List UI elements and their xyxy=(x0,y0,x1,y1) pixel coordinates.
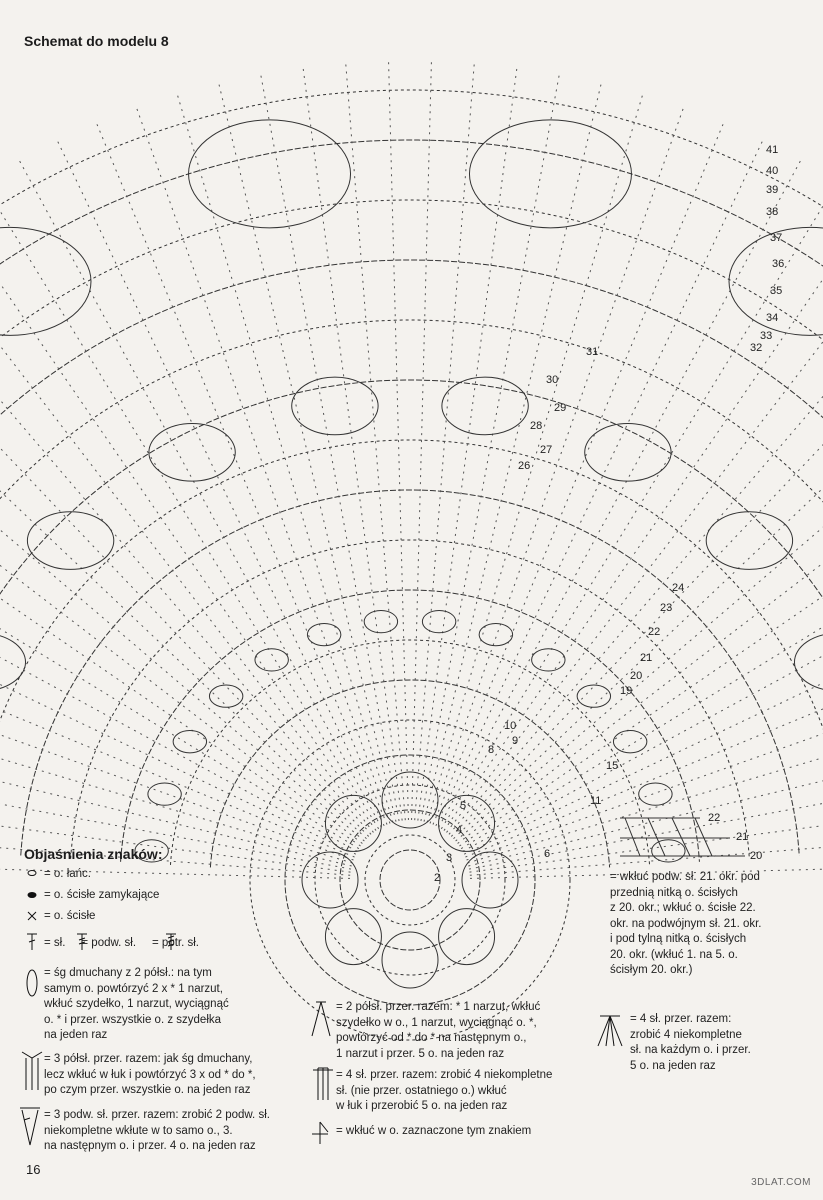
chart-spoke xyxy=(427,94,643,823)
row-number-label: 5 xyxy=(460,800,467,812)
chart-spoke xyxy=(0,181,379,829)
page-title: Schemat do modelu 8 xyxy=(24,33,169,49)
row-number-label: 41 xyxy=(766,144,779,156)
chart-ring xyxy=(210,680,609,867)
row-number-label: 15 xyxy=(606,760,619,772)
chart-petal xyxy=(325,795,381,851)
row-number-label: 8 xyxy=(488,744,495,756)
chart-ring xyxy=(21,490,799,856)
chart-spoke xyxy=(415,63,475,821)
chart-loop xyxy=(173,731,206,753)
chart-spoke xyxy=(0,381,362,844)
inset-row-label: 21 xyxy=(736,831,749,843)
chart-loop xyxy=(794,633,823,691)
chart-spoke xyxy=(0,229,373,832)
chart-loop xyxy=(577,685,610,707)
chart-loop xyxy=(189,120,351,228)
chart-spoke xyxy=(433,122,724,824)
chart-spokes xyxy=(0,60,823,878)
legend-item-chain: = o. łańc. xyxy=(44,868,91,880)
chart-spoke xyxy=(463,489,823,852)
row-number-label: 30 xyxy=(546,374,559,386)
chart-spoke xyxy=(96,122,387,824)
chart-spoke xyxy=(424,83,601,822)
chart-spoke xyxy=(219,83,396,822)
chart-spoke xyxy=(469,731,823,869)
chart-loop xyxy=(292,377,378,435)
row-number-label: 24 xyxy=(672,582,685,594)
legend-item-four-dc-cluster: = 4 sł. przer. razem: zrobić 4 niekompletne sł. na każdym o. i przer. 5 o. na jeden raz xyxy=(630,1013,751,1072)
chart-loop xyxy=(652,840,685,862)
chart-ring xyxy=(250,720,570,1040)
chart-loop xyxy=(0,633,26,691)
chart-spoke xyxy=(444,204,823,830)
chart-spoke xyxy=(136,107,390,823)
chart-loop xyxy=(422,610,455,632)
chart-spoke xyxy=(421,74,559,821)
row-number-label: 6 xyxy=(544,848,551,860)
legend-item-slip-stitch: = o. ścisłe zamykające xyxy=(44,889,160,901)
chart-ring xyxy=(0,90,823,830)
chart-spoke xyxy=(0,689,352,866)
chart-ring xyxy=(170,640,649,865)
chart-spoke xyxy=(469,773,823,872)
legend-item-marked-stitch: = wkłuć w o. zaznaczone tym znakiem xyxy=(336,1125,532,1137)
legend-item-single-crochet: = o. ścisłe xyxy=(44,910,96,922)
chart-spoke xyxy=(461,452,823,849)
chart-ring xyxy=(315,785,505,975)
chart-ring xyxy=(0,380,823,849)
row-number-label: 10 xyxy=(504,720,517,732)
row-number-label: 36 xyxy=(772,258,785,270)
chart-spoke xyxy=(467,606,823,860)
chart-petal xyxy=(382,932,438,988)
chart-loop xyxy=(585,424,671,482)
legend-item-row-detail: = wkłuć podw. sł. 21. okr. pod przednią nitką o. ścisłych z 20. okr.; wkłuć o. ścisłe 22. okr. na podwójnym sł. 21. okr. i pod tylną nitką o. ścisłych 20. okr. (wkłuć 1. na 5. o. ścisłym 20. okr.) xyxy=(610,871,762,976)
chart-loop xyxy=(532,649,565,671)
chart-ring xyxy=(0,440,823,852)
row-number-label: 22 xyxy=(648,626,661,638)
chart-ring xyxy=(380,850,440,910)
chart-loop xyxy=(639,783,672,805)
row-number-label: 32 xyxy=(750,342,763,354)
chart-spoke xyxy=(470,816,823,876)
chart-spoke xyxy=(430,107,684,823)
chart-loop xyxy=(209,685,242,707)
chart-loop xyxy=(0,227,91,335)
chart-spoke xyxy=(418,67,517,820)
chart-spoke xyxy=(0,489,357,852)
row-number-label: 9 xyxy=(512,735,519,747)
row-number-label: 2 xyxy=(434,872,441,884)
chart-loop xyxy=(27,512,113,570)
chart-ring xyxy=(121,590,700,862)
chart-loop xyxy=(706,512,792,570)
chart-spoke xyxy=(468,689,823,866)
row-number-label: 3 xyxy=(446,852,453,864)
row-number-label: 28 xyxy=(530,420,543,432)
legend-item-two-hdc: = 2 półsł. przer. razem: * 1 narzut, wkłuć szydełko w o., 1 narzut, wyciągnąć o. *, powtórzyć od * do * na następnym o., 1 narzut i przer. 5 o. na jeden raz xyxy=(336,1001,541,1060)
row-number-label: 33 xyxy=(760,330,773,342)
chart-spoke xyxy=(441,181,823,829)
chart-spoke xyxy=(449,256,823,834)
row-number-label: 20 xyxy=(630,670,643,682)
row-number-label: 27 xyxy=(540,444,553,456)
row-number-label: 37 xyxy=(770,232,783,244)
legend-item-three-tr: = 3 podw. sł. przer. razem: zrobić 2 podw. sł. niekompletne wkłute w to samo o., 3. na następnym o. i przer. 4 o. na jeden raz xyxy=(44,1109,270,1152)
chart-spoke xyxy=(458,381,823,844)
inset-detail xyxy=(620,818,745,856)
chart-loop xyxy=(479,623,512,645)
chart-spoke xyxy=(261,74,399,821)
chart-spoke xyxy=(0,347,364,841)
chart-spoke xyxy=(177,94,393,823)
row-number-label: 31 xyxy=(586,346,599,358)
chart-ring xyxy=(285,755,535,1005)
chart-spoke xyxy=(303,67,402,820)
chart-spoke xyxy=(0,647,352,863)
row-number-label: 4 xyxy=(456,824,463,836)
inset-row-label: 20 xyxy=(750,850,763,862)
legend-item-double-crochet: = sł. = podw. sł. = potr. sł. xyxy=(44,937,200,949)
chart-loop xyxy=(148,783,181,805)
row-number-label: 29 xyxy=(554,402,567,414)
inset-row-label: 22 xyxy=(708,812,721,824)
chart-loop xyxy=(149,424,235,482)
legend-item-four-dc: = 4 sł. przer. razem: zrobić 4 niekompletne sł. (nie przer. ostatniego o.) wkłuć w łuk i przerobić 5 o. na jeden raz xyxy=(336,1069,553,1112)
row-number-label: 26 xyxy=(518,460,531,472)
legend-heading: Objaśnienia znaków: xyxy=(24,846,163,862)
chart-loop xyxy=(307,623,340,645)
row-number-label: 11 xyxy=(590,795,602,807)
row-number-label: 34 xyxy=(766,312,779,324)
chart-spoke xyxy=(468,647,823,863)
legend-item-three-hdc: = 3 półsł. przer. razem: jak śg dmuchany, lecz wkłuć w łuk i powtórzyć 3 x od * do *, po czym przer. wszystkie o. na jeden raz xyxy=(44,1053,256,1096)
chart-loop xyxy=(469,120,631,228)
chart-spoke xyxy=(0,527,356,854)
row-number-label: 19 xyxy=(620,685,633,697)
chart-spoke xyxy=(465,566,823,857)
watermark: 3DLAT.COM xyxy=(751,1177,811,1188)
row-number-label: 40 xyxy=(766,165,779,177)
chart-spoke xyxy=(346,63,406,821)
chart-ring xyxy=(365,835,455,925)
chart-spoke xyxy=(454,316,823,839)
row-number-label: 21 xyxy=(640,652,653,664)
chart-loop xyxy=(255,649,288,671)
chart-loop xyxy=(364,610,397,632)
chart-spoke xyxy=(0,256,371,834)
chart-spoke xyxy=(456,347,823,841)
legend-item-puff-stitch: = śg dmuchany z 2 półsł.: na tym samym o. powtórzyć 2 x * 1 narzut, wkłuć szydełko, 1 narzut, wyciągnąć o. * i przer. wszystkie o. z szydełka na jeden raz xyxy=(44,967,229,1041)
chart-loop xyxy=(613,731,646,753)
row-number-label: 23 xyxy=(660,602,673,614)
chart-ring xyxy=(0,320,823,845)
row-number-label: 39 xyxy=(766,184,779,196)
chart-ring xyxy=(0,140,823,834)
row-number-label: 38 xyxy=(766,206,779,218)
row-number-label: 35 xyxy=(770,285,783,297)
page-number: 16 xyxy=(26,1162,41,1177)
chart-ring xyxy=(71,540,750,859)
